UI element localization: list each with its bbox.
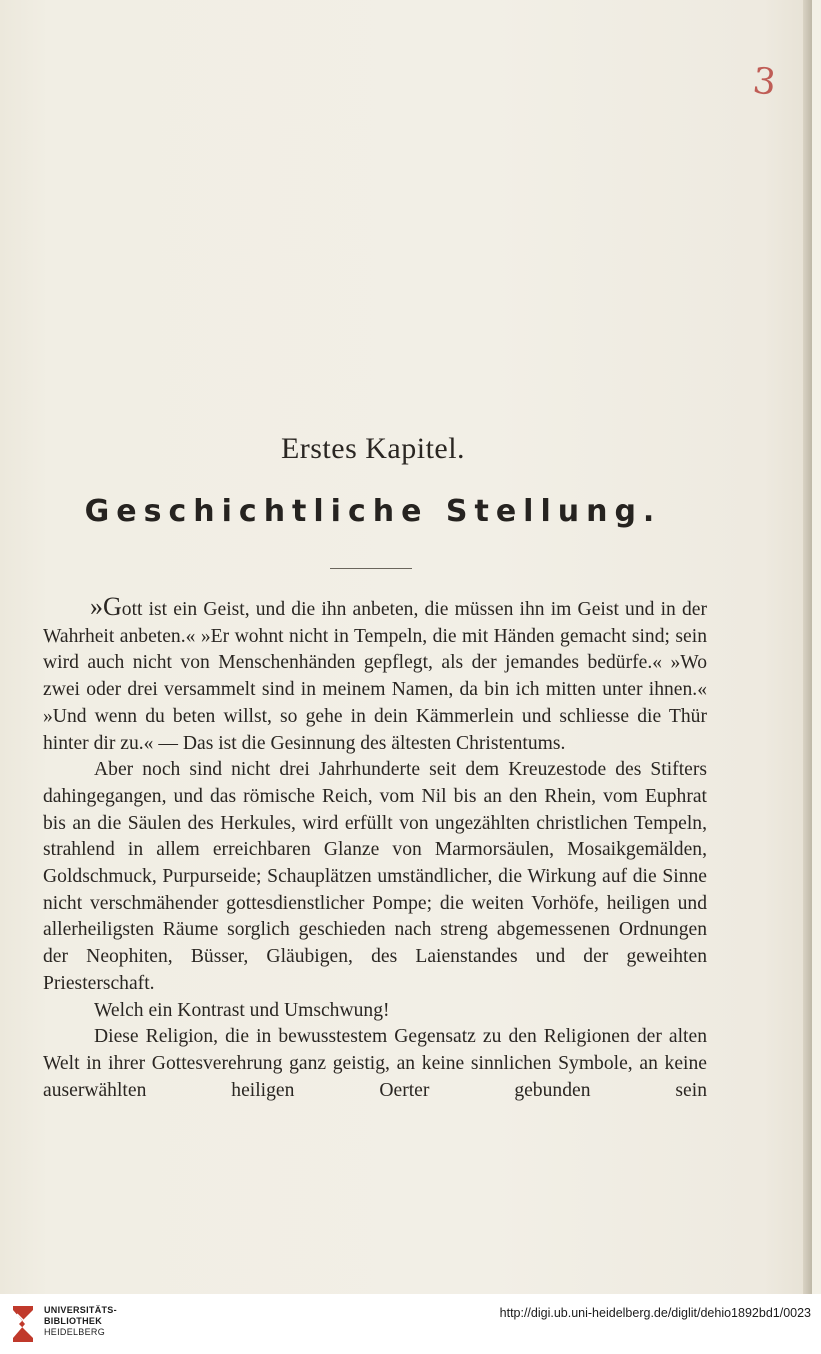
logo-text-line3: HEIDELBERG <box>44 1327 106 1337</box>
logo-text-line2: BIBLIOTHEK <box>44 1316 102 1326</box>
page-edge <box>803 0 812 1294</box>
paragraph: Welch ein Kontrast und Umschwung! <box>94 999 390 1021</box>
paragraph: Aber noch sind nicht drei Jahrhunderte seit dem Kreuzestode des Stifters dahingegangen, und das römische Reich, vom Nil bis an den Rhein, vom Euphrat bis an die Säulen des Herkules, wird erfüllt von ungezählten christlichen Tempeln, strahlend in allem erreichbaren Glanze von Marmorsäulen, Mosaikgemälden, Goldschmuck, Purpurseide; Schauplätzen umständlicher, die Wirkung auf die Sinne nicht verschmähender gottesdienstlicher Pompe; die weiten Vorhöfe, heiligen und allerheiligsten Räume sorglich geschieden nach streng abgemessenen Ordnungen der Neophiten, Büsser, Gläubigen, des Laienstandes und der geweihten Priesterschaft. <box>43 759 707 994</box>
body-text <box>43 594 707 1104</box>
paragraph: Diese Religion, die in bewusstestem Gegensatz zu den Religionen der alten Welt in ihrer Gottesverehrung ganz geistig, an keine sinnlichen Symbole, an keine auserwählten heiligen Oerter gebunden sein <box>43 1026 707 1101</box>
chapter-title: Geschichtliche Stellung. <box>84 494 662 529</box>
source-url-link[interactable]: http://digi.ub.uni-heidelberg.de/diglit/dehio1892bd1/0023 <box>499 1306 811 1320</box>
page-mark: 3 <box>750 60 778 104</box>
title-divider <box>330 568 412 569</box>
paragraph <box>43 594 707 757</box>
logo-text-line1: UNIVERSITÄTS- <box>44 1305 117 1315</box>
initial-letter: »G <box>90 592 122 621</box>
paragraph-text: ott ist ein Geist, und die ihn anbeten, die müssen ihn im Geist und in der Wahrheit anbeten.« »Er wohnt nicht in Tempeln, die mit Händen gemacht sind; sein wird auch nicht von Menschenhänden gepflegt, als der jemandes bedürfe.« »Wo zwei oder drei versammelt sind in meinem Namen, da bin ich mitten unter ihnen.« »Und wenn du beten willst, so gehe in dein Kämmerlein und schliesse die Thür hinter dir zu.« — Das ist die Gesinnung des ältesten Christentums. <box>43 599 707 754</box>
footer-bar <box>0 1294 821 1354</box>
chapter-label: Erstes Kapitel. <box>280 432 466 465</box>
library-logo-icon <box>9 1304 37 1344</box>
